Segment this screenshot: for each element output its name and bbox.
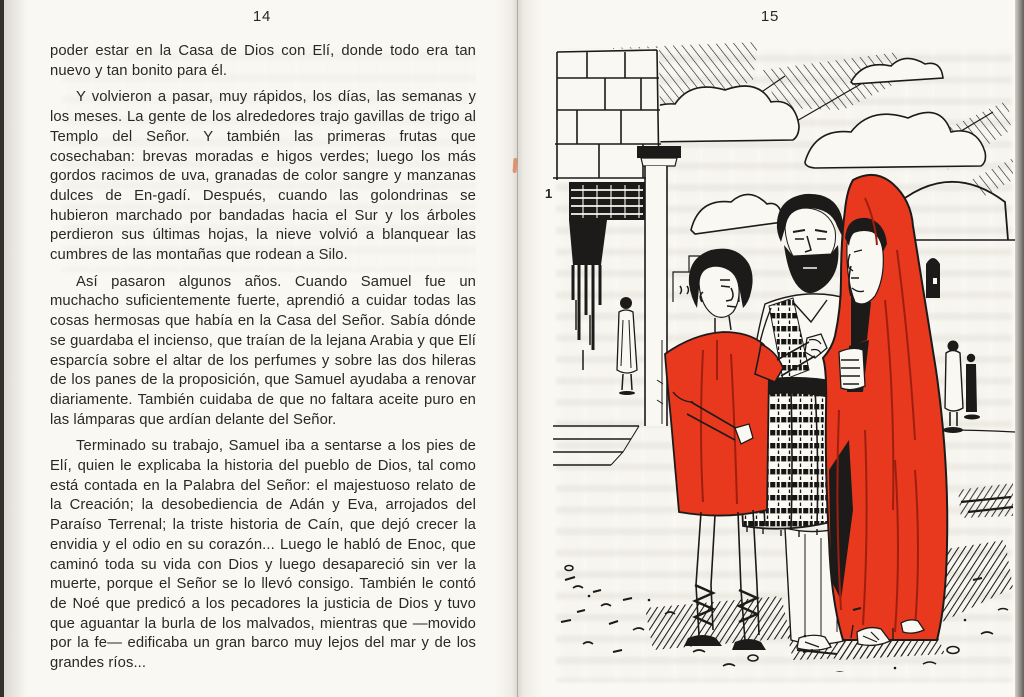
scan-edge-shadow <box>4 0 28 697</box>
page-gutter <box>494 0 542 697</box>
paragraph: Así pasaron algunos años. Cuando Samuel fue un muchacho suficientemente fuerte, aprendió a cuidar todas las cosas hermosas que había en la Casa del Señor. Sabía dónde se guardaba el incienso, que traían de la lejana Arabia y que Elí esparcía sobre el altar de los perfumes y sobre las dos hileras de los panes de la proposición, que Samuel ayudaba a renovar diariamente. También cuidaba de que no faltara aceite puro en las lámparas que ardían delante del Señor. <box>50 273 476 428</box>
paragraph: Terminado su trabajo, Samuel iba a sentarse a los pies de Elí, quien le explicaba la historia del pueblo de Dios, tal como está contada en la Palabra del Señor: el majestuoso relato de la Creación; la desobediencia de Adán y Eva, arrojados del Paraíso Terrenal; la triste historia de Caín, que dejó crecer la envidia y el odio en su corazón... Luego le habló de Enoc, que caminó toda su vida con Dios y luego desapareció sin ver la muerte, porque el Señor se lo llevó consigo. También le contó de Noé que predicó a los pecadores la justicia de Dios y tuvo que aguantar la burla de los malvados, mientras que —movido por la fe— edificaba un gran barco muy lejos del mar y de los grandes ríos... <box>50 438 476 672</box>
paragraph: poder estar en la Casa de Dios con Elí, donde todo era tan nuevo y tan bonito para él. <box>50 43 476 79</box>
scan-edge-right <box>1015 0 1024 697</box>
paragraph: Y volvieron a pasar, muy rápidos, los días, las semanas y los meses. La gente de los alrededores trajo gavillas de trigo al Templo del Señor. Y también las primeras frutas que cosechaban: brevas moradas e higos verdes; luego los más gordos racimos de uva, granadas de color sangre y manzanas dulces de En-gadí. Después, cuando las golondrinas se hubieron marchado por bandadas hacia el Sur y los árboles perdieron sus últimas hojas, la nieve volvió a blanquear las cumbres de las montañas que rodean a Silo. <box>50 89 476 264</box>
figure-marker: 1 <box>545 186 553 201</box>
story-illustration <box>553 40 1015 672</box>
gutter-line <box>517 0 518 697</box>
woman-figure <box>823 175 947 646</box>
background-figures <box>943 341 980 434</box>
steps <box>553 426 639 465</box>
page-number-14: 14 <box>252 8 272 25</box>
page-number-15: 15 <box>760 8 780 25</box>
story-text <box>50 42 476 681</box>
alley-figure <box>617 297 637 395</box>
